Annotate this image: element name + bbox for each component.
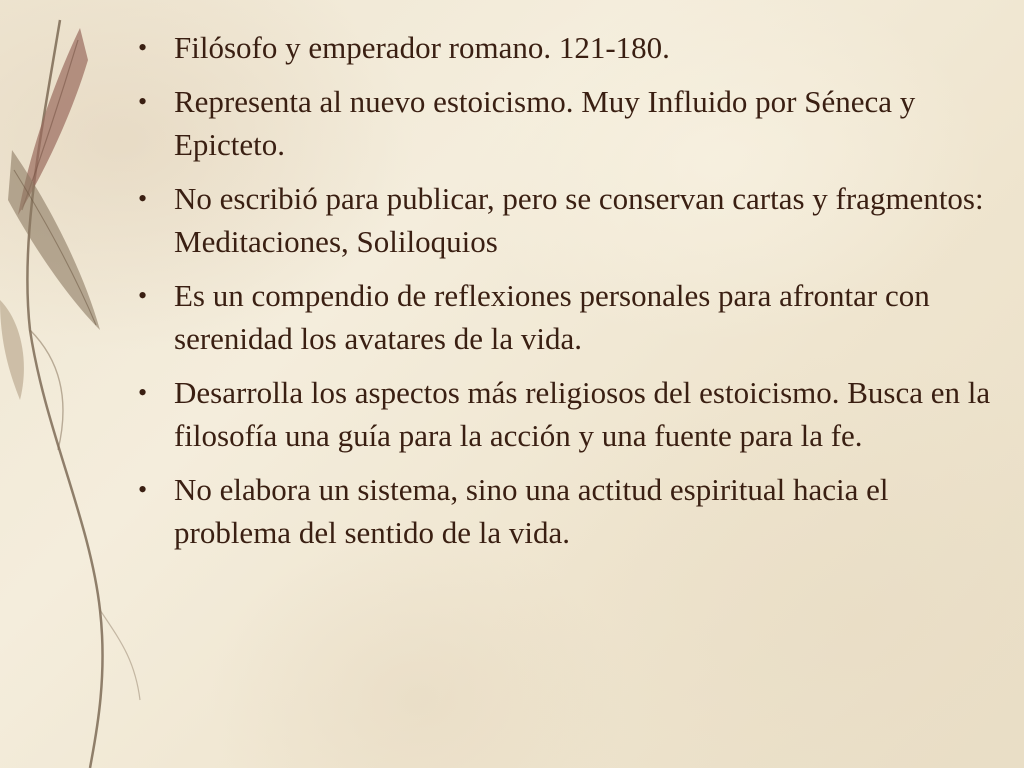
leaf-stem [27,20,102,768]
bullet-text: Representa al nuevo estoicismo. Muy Influido por Séneca y Epicteto. [174,84,916,162]
bullet-dot: • [138,33,148,62]
bullet-text: Es un compendio de reflexiones personales para afrontar con serenidad los avatares de la vida. [174,278,930,356]
bullet-item-2 [138,80,1000,166]
bullet-text: Desarrolla los aspectos más religiosos del estoicismo. Busca en la filosofía una guía para la acción y una fuente para la fe. [174,375,991,453]
bullet-dot: • [138,378,148,407]
lower-leaf [0,300,24,400]
bullet-item-6 [138,468,1000,554]
bullet-dot: • [138,87,148,116]
bullet-item-1 [138,26,1000,69]
bullet-item-5 [138,371,1000,457]
bullet-text: No escribió para publicar, pero se conservan cartas y fragmentos: Meditaciones, Soliloquios [174,181,984,259]
bullet-dot: • [138,184,148,213]
bullet-dot: • [138,475,148,504]
bullet-dot: • [138,281,148,310]
bullet-list [138,26,1000,565]
bullet-text: Filósofo y emperador romano. 121-180. [174,30,670,65]
bullet-item-3 [138,177,1000,263]
dried-leaf-decoration [0,0,160,768]
bullet-item-4 [138,274,1000,360]
bullet-text: No elabora un sistema, sino una actitud espiritual hacia el problema del sentido de la vida. [174,472,889,550]
